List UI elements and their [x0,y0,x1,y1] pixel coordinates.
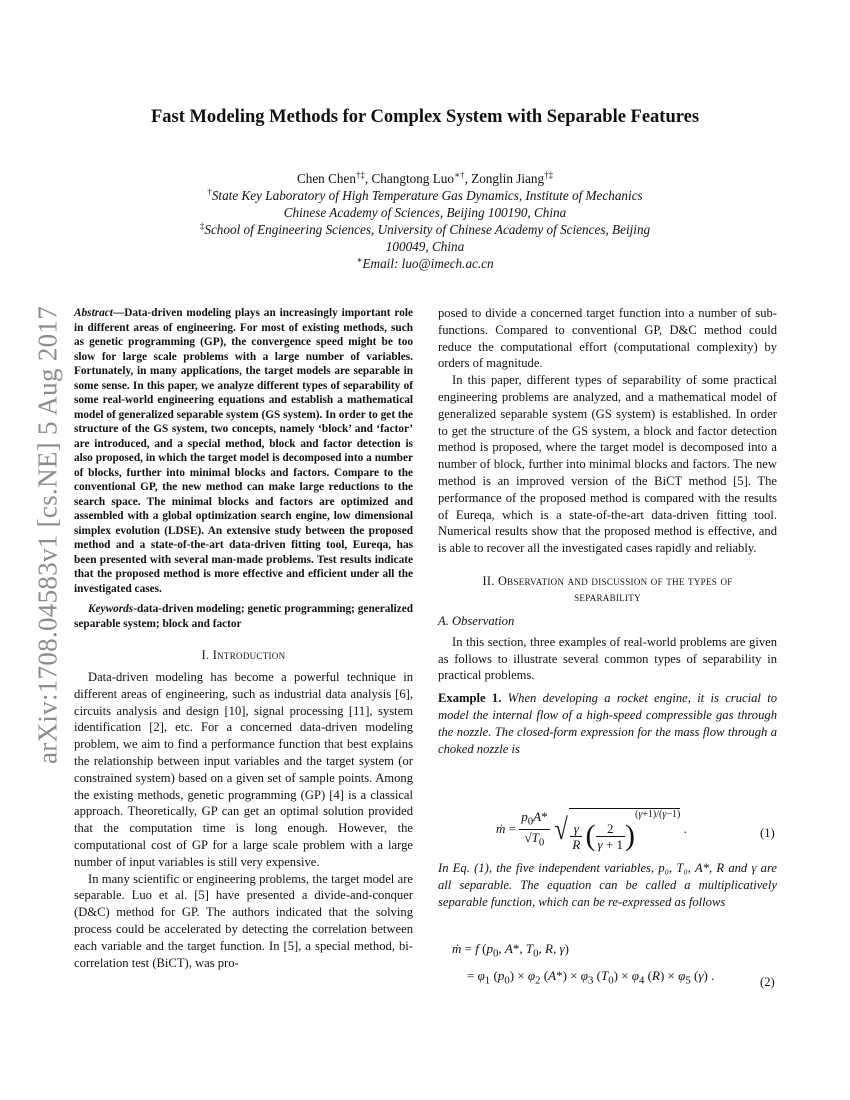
intro-paragraph-continued: posed to divide a concerned target function into a number of sub-functions. Compared to conventional GP, D&C method could reduce the computational effort (computational complexity) by orders of magnitude. [438,306,777,371]
equation-number: (1) [760,826,775,840]
affiliation-text: School of Engineering Sciences, University of Chinese Academy of Sciences, Beijing [204,222,651,237]
author-marks: ∗† [453,170,465,180]
equation-2: ṁ = f ($p_0$, A*, $T_0$, R, γ) = $\varphi_1$ $(p_0) \times \varphi_2$ $(A*) \times \varphi_3$ $(T_0) \times \varphi_4$ $(R) \times \varphi_5$ (γ) . [452,941,715,987]
right-column-after-eq [438,860,777,910]
email-text: Email: luo@imech.ac.cn [362,256,494,271]
equation-1: ṁ = $\frac{p_0A*}{√T_0}$ √ $\frac{\gamma}{R}$ ( $\frac{2}{\gamma + 1}$ )(γ+1)/(γ−1) . [496,808,687,853]
affiliation-2 [80,221,770,255]
keywords-lead: Keywords [88,603,134,615]
section-heading-line: separability [574,589,641,604]
intro-paragraph: Data-driven modeling has become a powerful technique in different areas of engineering, such as industrial data analysis [6], circuits analysis and design [10], signal processing [11], system identification [2], etc. For a concerned data-driven modeling problem, we aim to find a performance function that best explains the relationship between input variables and the target system (or constrained system) based on a given set of sample points. Among the existing methods, genetic programming (GP) [4] is a classical approach. Theoretically, GP can get an optimal solution provided that the computation time is long enough. However, the computational cost of GP for a large scale problem with a large number of input variables is still very expensive. [74,670,413,869]
keywords [74,602,413,631]
paper-title: Fast Modeling Methods for Complex System with Separable Features [150,107,700,127]
affiliation-mark: † [207,187,212,197]
intro-paragraph: In this paper, different types of separability of some practical engineering problems are analyzed, and a mathematical model of generalized separable system (GS system) is established. In order to get the structure of the GS system, a block and factor detection method is proposed, where the target model is decomposed into a number of block, further into minimal blocks and factors. The new method is an improved version of the BiCT method [5]. The performance of the proposed method is compared with the results of Eureqa, which is a state-of-the-art data-driven fitting tool. Numerical results show that the proposed method is effective, and is able to recover all the investigated cases rapidly and reliably. [438,373,777,556]
affiliation-text: 100049, China [385,239,465,254]
section-heading-observation [438,573,777,605]
example-text: When developing a rocket engine, it is crucial to model the internal flow of a high-speed compressible gas through the nozzle. The closed-form expression for the mass flow through a choked nozzle is [438,691,778,756]
keywords-text: -data-driven modeling; genetic programming; generalized separable system; block and factor [74,603,413,630]
contact-email [80,255,770,272]
right-column [438,305,777,757]
author-marks: †‡ [544,170,554,180]
affiliation-1 [80,187,770,221]
author-list: Chen Chen†‡, Changtong Luo∗†, Zonglin Jiang†‡ [296,170,554,186]
left-column [74,306,413,971]
abstract [74,306,413,596]
author-name: Chen Chen [296,171,356,186]
affiliation-text: Chinese Academy of Sciences, Beijing 100190, China [283,205,567,220]
equation-1-discussion: In Eq. (1), the five independent variables, p₀, T₀, A*, R and γ are all separable. The equation can be called a multiplicatively separable function, which can be re-expressed as follows [438,861,777,909]
observation-paragraph: In this section, three examples of real-world problems are given as follows to illustrate several common types of separability in practical problems. [438,634,777,683]
author-marks: †‡ [355,170,365,180]
example-lead: Example 1. [438,691,502,706]
example-1 [438,690,777,757]
author-name: Zonglin Jiang [471,171,545,186]
email-mark: ∗ [356,255,363,265]
equation-number: (2) [760,975,775,989]
section-heading-introduction: I. Introduction [201,648,286,662]
subsection-heading: A. Observation [438,613,515,628]
affiliation-mark: ‡ [199,221,205,231]
author-name: Changtong Luo [371,171,454,186]
section-heading-line: II. Observation and discussion of the types of [482,573,733,588]
abstract-text: —Data-driven modeling plays an increasingly important role in different areas of engineering. For most of existing methods, such as genetic programming (GP), the convergence speed might be too slow for large scale problems with a large number of variables. Fortunately, in many applications, the target models are separable in some sense. In this paper, we analyze different types of separability of some real-world engineering equations and establish a mathematical model of generalized separable system (GS system). In order to get the structure of the GS system, two concepts, namely ‘block’ and ‘factor’ are introduced, and a special method, block and factor detection is also proposed, in which the target model is decomposed into a number of blocks, further into minimal blocks and factors. Compare to the conventional GP, the new method can make large reductions to the search space. The minimal blocks and factors are optimized and assembled with a global optimization search engine, low dimensional simplex evolution (LDSE). An extensive study between the proposed method and a state-of-the-art data-driven fitting tool, Eureqa, has been presented with several man-made problems. Test results indicate that the proposed method is more effective and efficient under all the investigated cases. [74,307,413,595]
arxiv-stamp: arXiv:1708.04583v1 [cs.NE] 5 Aug 2017 [32,305,63,765]
affiliation-text: State Key Laboratory of High Temperature Gas Dynamics, Institute of Mechanics [211,188,643,203]
intro-paragraph: In many scientific or engineering problems, the target model are separable. Luo et al. [5] have presented a divide-and-conquer (D&C) method for GP. The authors indicated that the solving process could be accelerated by detecting the correlation between each variable and the target function. In [5], a special method, bi-correlation test (BiCT), was pro- [74,871,413,970]
abstract-lead: Abstract [74,307,113,319]
